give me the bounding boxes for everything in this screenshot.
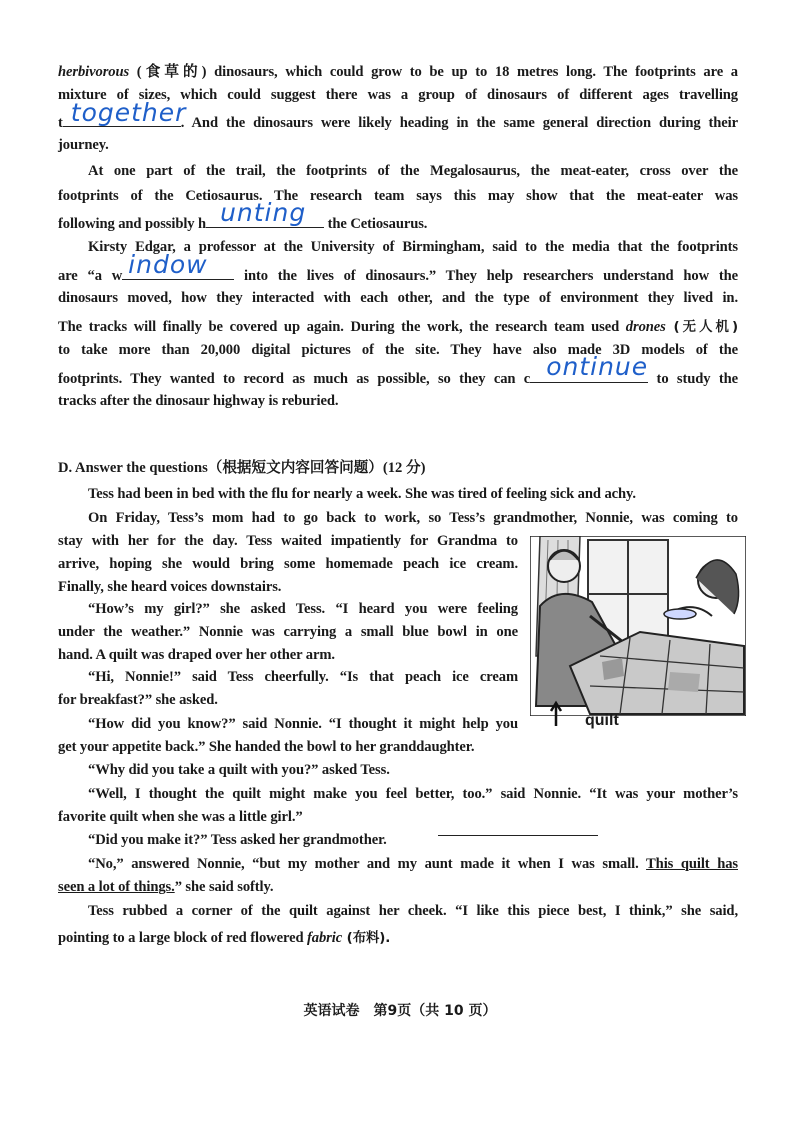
handwritten-answer: indow <box>128 250 208 279</box>
passage-line: to take more than 20,000 digital pictures of the site. They have also made 3D models of the <box>58 342 738 358</box>
handwritten-answer: ontinue <box>546 352 649 381</box>
story-line: hand. A quilt was draped over her other arm. <box>58 647 335 663</box>
story-line: “Did you make it?” Tess asked her grandmother. <box>88 832 387 848</box>
passage-line: dinosaurs moved, how they interacted with each other, and the type of environment they lived in. <box>58 290 738 306</box>
passage-line: footprints of the Cetiosaurus. The research team says this may show that the meat-eater was <box>58 188 738 204</box>
story-line: under the weather.” Nonnie was carrying a small blue bowl in one <box>58 624 518 640</box>
answer-blank[interactable] <box>530 352 649 383</box>
quilt-label: quilt <box>585 712 619 729</box>
story-line: “Why did you take a quilt with you?” asked Tess. <box>88 762 390 778</box>
section-heading: D. Answer the questions（根据短文内容回答问题）(12 分) <box>58 460 426 476</box>
story-line: Finally, she heard voices downstairs. <box>58 579 282 595</box>
story-line: stay with her for the day. Tess waited impatiently for Grandma to <box>58 533 518 549</box>
underlined-sentence: This quilt has <box>646 856 738 872</box>
passage-line: tracks after the dinosaur highway is reburied. <box>58 393 339 409</box>
arrow-icon <box>550 700 572 728</box>
handwritten-answer: together <box>70 98 187 127</box>
story-line: “Well, I thought the quilt might make you feel better, too.” said Nonnie. “It was your mother’s <box>88 786 738 802</box>
answer-line[interactable] <box>438 835 598 836</box>
story-line: arrive, hoping she would bring some homemade peach ice cream. <box>58 556 518 572</box>
passage-line: are “a w indow into the lives of dinosaurs.” They help researchers understand how the <box>58 250 738 284</box>
passage-line: herbivorous (食草的) dinosaurs, which could grow to be up to 18 metres long. The footprints are a <box>58 64 738 80</box>
story-line: “How’s my girl?” she asked Tess. “I heard you were feeling <box>88 601 518 617</box>
story-line: seen a lot of things.” she said softly. <box>58 879 274 895</box>
story-line: get your appetite back.” She handed the bowl to her granddaughter. <box>58 739 475 755</box>
story-line: On Friday, Tess’s mom had to go back to work, so Tess’s grandmother, Nonnie, was coming to <box>88 510 738 526</box>
answer-blank[interactable] <box>63 98 187 127</box>
story-line: “How did you know?” said Nonnie. “I thought it might help you <box>88 716 518 732</box>
story-line: “Hi, Nonnie!” said Tess cheerfully. “Is that peach ice cream <box>88 669 518 685</box>
grandmother-quilt-illustration <box>530 536 746 716</box>
answer-blank[interactable] <box>122 250 234 280</box>
passage-line: following and possibly h unting the Cetiosaurus. <box>58 198 428 232</box>
story-line: for breakfast?” she asked. <box>58 692 218 708</box>
passage-line: At one part of the trail, the footprints of the Megalosaurus, the meat-eater, cross over the <box>88 163 738 179</box>
passage-line: mixture of sizes, which could suggest there was a group of dinosaurs of different ages travelling <box>58 87 738 103</box>
answer-blank[interactable] <box>206 198 324 228</box>
passage-line: The tracks will finally be covered up again. During the work, the research team used drones (无人机) <box>58 319 738 335</box>
story-line: favorite quilt when she was a little girl.” <box>58 809 303 825</box>
passage-line: footprints. They wanted to record as much as possible, so they can c ontinue to study the <box>58 352 738 387</box>
underlined-sentence: seen a lot of things. <box>58 879 175 895</box>
story-line: Tess had been in bed with the flu for nearly a week. She was tired of feeling sick and achy. <box>88 486 636 502</box>
passage-line: journey. <box>58 137 109 153</box>
passage-line: t together . And the dinosaurs were likely heading in the same general direction during their <box>58 98 738 131</box>
page-footer: 英语试卷 第9页（共 10 页） <box>303 1003 497 1019</box>
story-line: Tess rubbed a corner of the quilt against her cheek. “I like this piece best, I think,” she said, <box>88 903 738 919</box>
story-line: pointing to a large block of red flowered fabric (布料). <box>58 930 391 946</box>
passage-line: Kirsty Edgar, a professor at the University of Birmingham, said to the media that the footprints <box>88 239 738 255</box>
handwritten-answer: unting <box>220 198 307 227</box>
story-line: “No,” answered Nonnie, “but my mother and my aunt made it when I was small. This quilt has <box>88 856 738 872</box>
